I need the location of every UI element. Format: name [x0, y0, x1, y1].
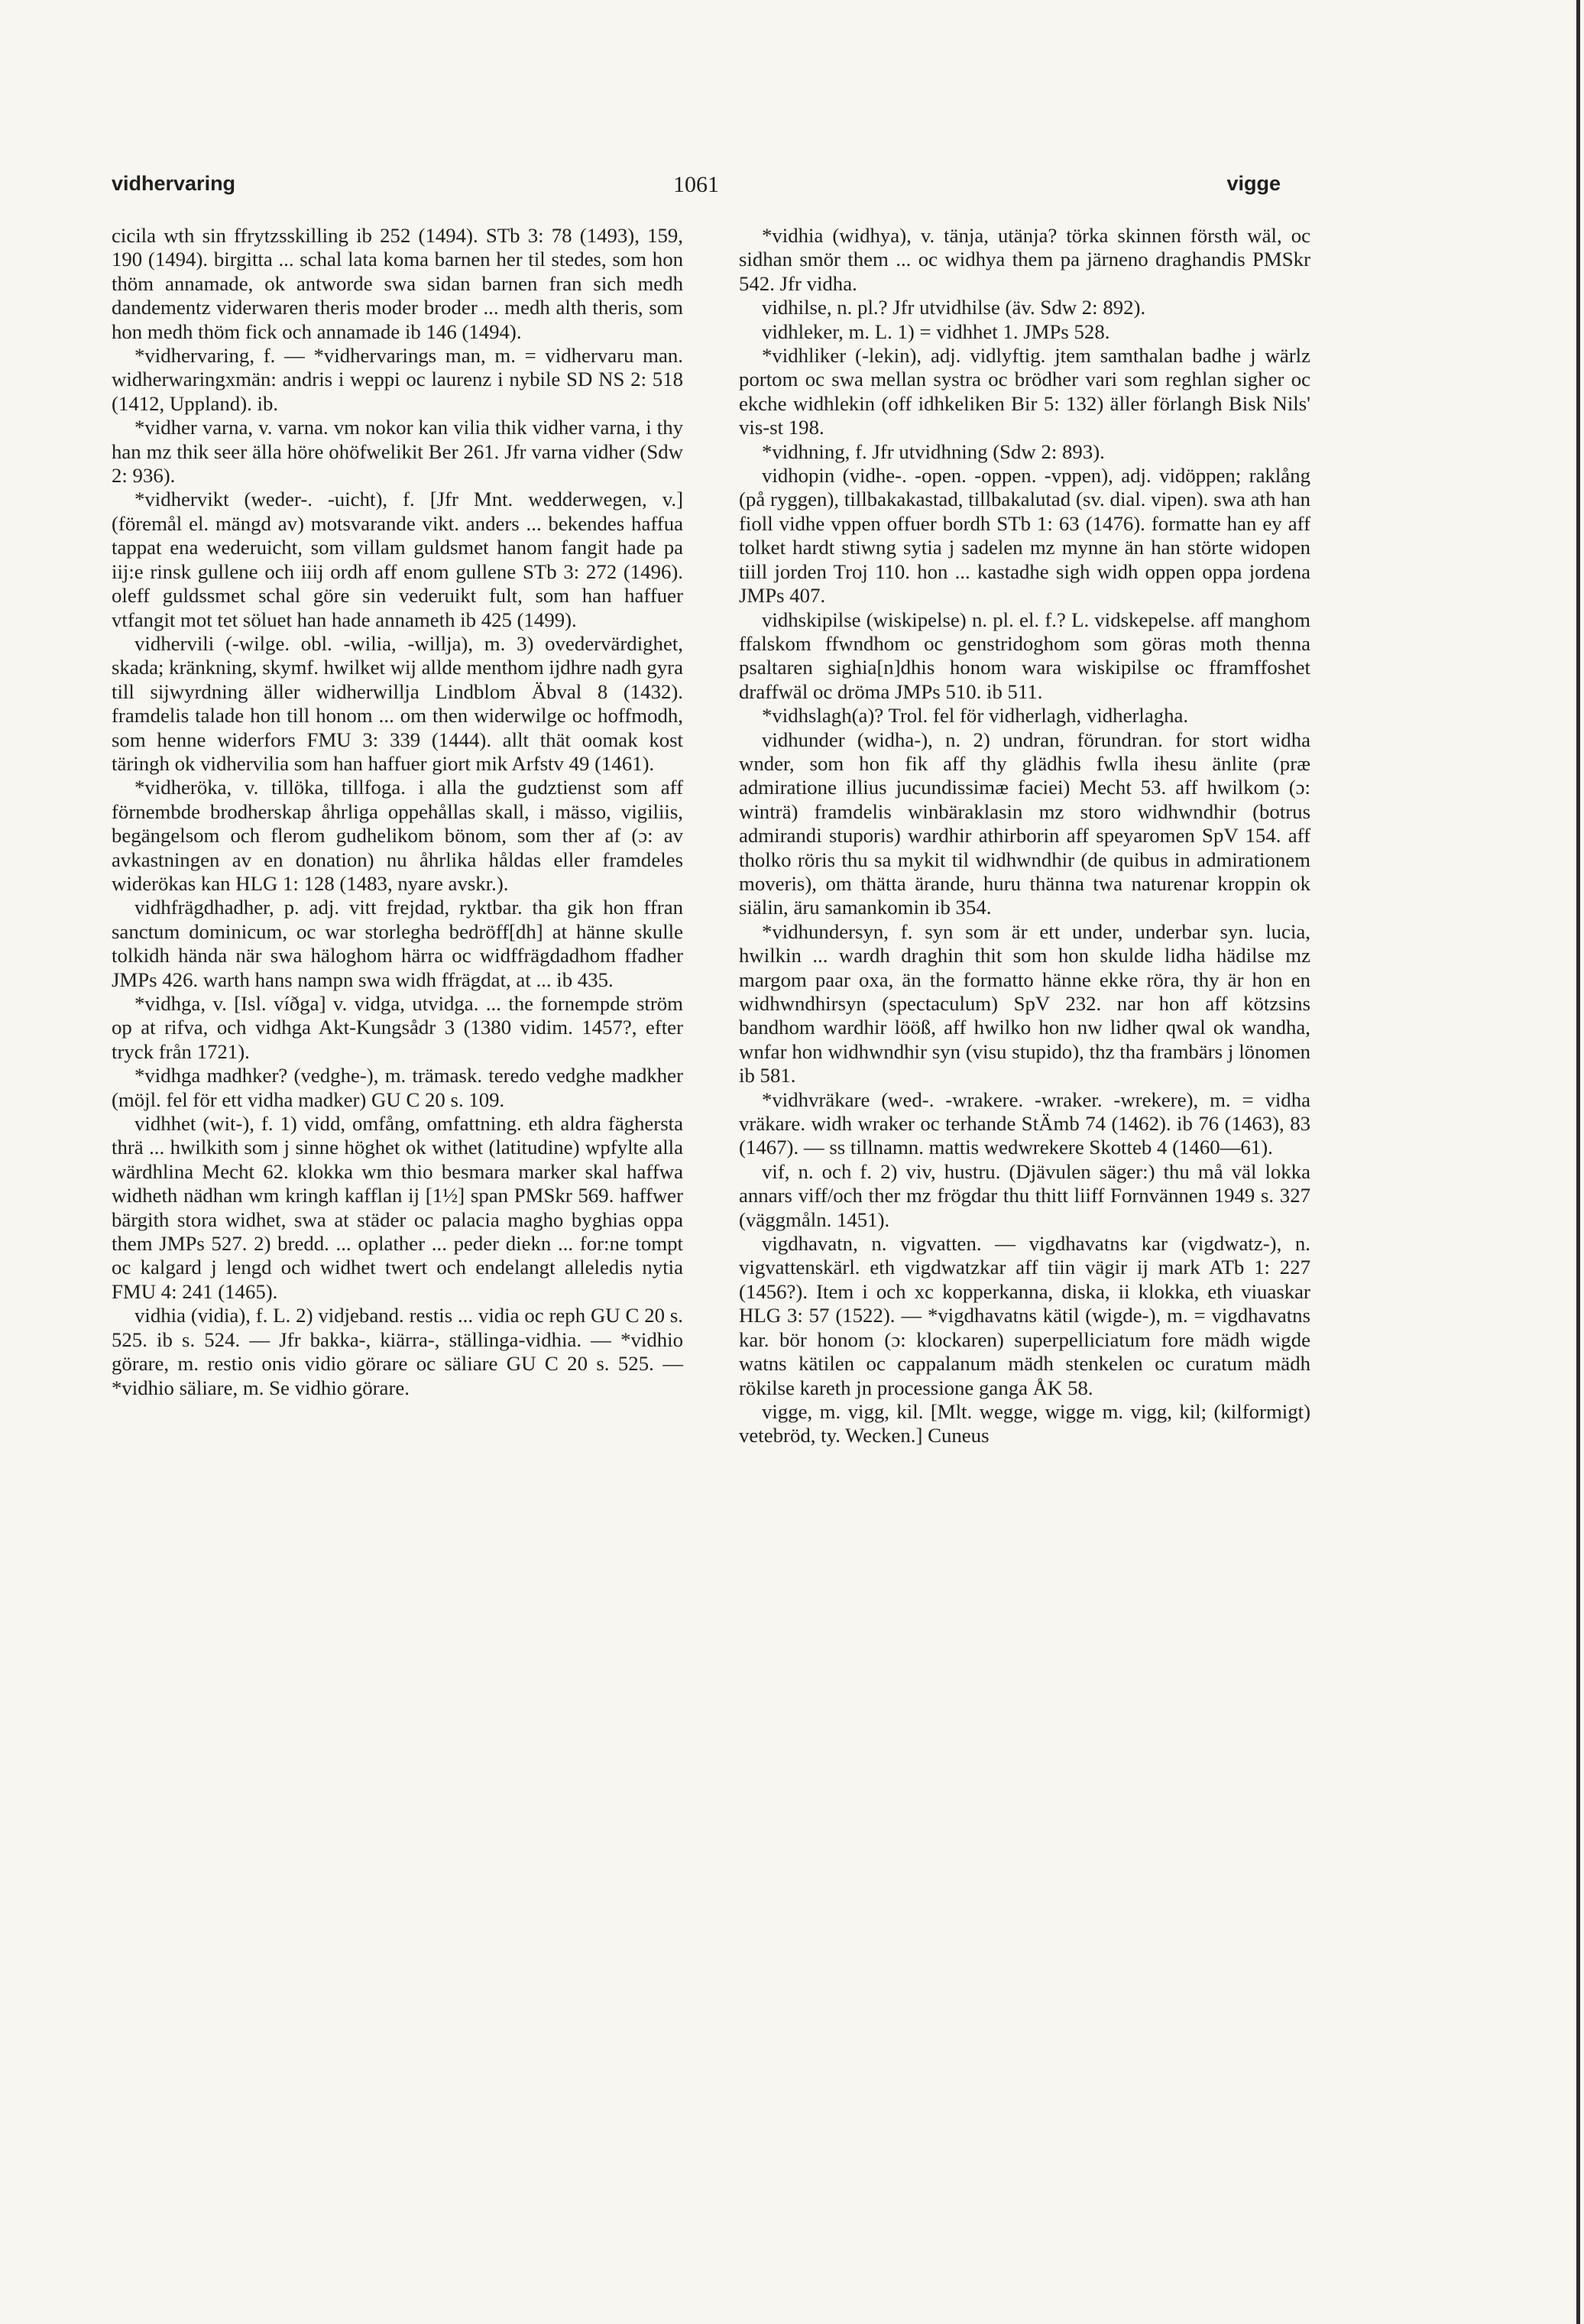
entry-paragraph: vidhunder (widha-), n. 2) undran, förundran. for stort widha wnder, som hon fik aff thy glädhis fwlla ihesu änlite (præ admiratione illius jucundissimæ faciei) Mecht 53. aff hwilkom (ɔ: winträ) framdelis winbäraklasin mz storo widhwndhir (botrus admirandi stuporis) wardhir athirborin aff speyaromen SpV 154. aff tholko röris thu sa mykit til widhwndhir (de quibus in admirationem moveris), om thätta ärande, huru thänna twa naturenar kroppin ok siälin, äru samankomin ib 354. — [739, 728, 1310, 919]
left-column — [112, 224, 683, 1400]
entry-paragraph: vidhfrägdhadher, p. adj. vitt frejdad, ryktbar. tha gik hon ffran sanctum dominicum, oc war storlegha bedröff[dh] at hänne skulle tolkidh hända när swa häloghom härra oc widffrägdadhom ffadher JMPs 426. warth hans nampn swa widh ffrägdat, at ... ib 435. — [112, 896, 683, 991]
entry-paragraph: vidhia (vidia), f. L. 2) vidjeband. restis ... vidia oc reph GU C 20 s. 525. ib s. 524. — Jfr bakka-, kiärra-, ställinga-vidhia. — *vidhio görare, m. restio onis vidio görare oc säliare GU C 20 s. 525. — *vidhio säliare, m. Se vidhio görare. — [112, 1304, 683, 1399]
entry-paragraph: vidhhet (wit-), f. 1) vidd, omfång, omfattning. eth aldra fäghersta thrä ... hwilkith som j sinne höghet ok withet (latitudine) wpfylte alla wärdhlina Mecht 62. klokka wm thio besmara marker skal haffwa widheth nädhan wm kringh kafflan ij [1½] span PMSkr 569. haffwer bärgith stora widhet, swa at städer oc palacia magho byghias oppa them JMPs 527. 2) bredd. ... oplather ... peder diekn ... for:ne tompt oc kalgard j lengd och widhet twert och endelangt alleledis nytia FMU 4: 241 (1465). — [112, 1112, 683, 1303]
entry-paragraph: *vidhga madhker? (vedghe-), m. trämask. teredo vedghe madkher (möjl. fel för ett vidha madker) GU C 20 s. 109. — [112, 1064, 683, 1111]
entry-paragraph: *vidhning, f. Jfr utvidhning (Sdw 2: 893). — [762, 439, 1105, 463]
entry-paragraph: *vidhliker (-lekin), adj. vidlyftig. jtem samthalan badhe j wärlz portom oc swa mellan systra oc brödher vari som reghlan sigher oc ekche widhlekin (off idhkeliken Bir 5: 132) äller förlangh Bisk Nils' vis-st 198. — [739, 344, 1310, 439]
entry-paragraph: *vidhslagh(a)? Trol. fel för vidherlagh, vidherlagha. — [762, 704, 1189, 728]
entry-paragraph: *vidhvräkare (wed-. -wrakere. -wraker. -wrekere), m. = vidha vräkare. widh wraker oc terhande StÄmb 74 (1462). ib 76 (1463), 83 (1467). — ss tillnamn. mattis wedwrekere Skotteb 4 (1460—61). — [739, 1087, 1310, 1159]
entry-paragraph: *vidher varna, v. varna. vm nokor kan vilia thik vidher varna, i thy han mz thik seer älla höre ohöfwelikit Ber 261. Jfr varna vidher (Sdw 2: 936). — [112, 416, 683, 488]
entry-paragraph: *vidhervaring, f. — *vidhervarings man, m. = vidhervaru man. widherwaringxmän: andris i weppi oc laurenz i nybile SD NS 2: 518 (1412, Uppland). ib. — [112, 344, 683, 415]
entry-paragraph: vidhervili (-wilge. obl. -wilia, -willja), m. 3) ovedervärdighet, skada; kränkning, skymf. hwilket wij allde menthom ijdhre nadh gyra till sijwyrdning äller widherwillja Lindblom Äbval 8 (1432). framdelis talade hon till honom ... om then widerwilge oc hoffmodh, som henne widerfors FMU 3: 339 (1444). allt thät oomak kost täringh ok vidhervilia som han haffuer giort mik Arfstv 49 (1461). — [112, 631, 683, 775]
entry-paragraph: vidhleker, m. L. 1) = vidhhet 1. JMPs 528. — [762, 319, 1110, 343]
right-column — [739, 224, 1310, 1448]
entry-paragraph: *vidhervikt (weder-. -uicht), f. [Jfr Mnt. wedderwegen, v.] (föremål el. mängd av) motsvarande vikt. anders ... bekendes haffua tappat ena wederuicht, som villam guldsmet hanom fangit hade pa iij:e rinsk gullene och iiij ordh aff enom gullene STb 3: 272 (1496). oleff guldssmet schal göre sin vederuikt fult, som han haffuer vtfangit mot tet söluet han hade annameth ib 425 (1499). — [112, 488, 683, 631]
entry-paragraph: *vidheröka, v. tillöka, tillfoga. i alla the gudztienst som aff förnembde brodherskap åhrliga oppehållas skall, i mässo, vigiliis, begängelsom och flerom gudhelikom bönom, som ther af (ɔ: av avkastningen av en donation) nu åhrlika håldas eller framdeles widerökas kan HLG 1: 128 (1483, nyare avskr.). — [112, 776, 683, 895]
entry-paragraph: vigdhavatn, n. vigvatten. — vigdhavatns kar (vigdwatz-), n. vigvattenskärl. eth vigdwatzkar aff tiin vägir ij mark ATb 1: 227 (1456?). Item i och xc kopperkanna, diska, ii klokka, eth viuaskar HLG 3: 57 (1522). — *vigdhavatns kätil (wigde-), m. = vigdhavatns kar. bör honom (ɔ: klockaren) superpelliciatum fore mädh wigde watns kätilen oc cappalanum mädh stenkelen oc curatum mädh rökilse kareth jn processione ganga ÅK 58. — [739, 1232, 1310, 1399]
entry-paragraph: *vidhundersyn, f. syn som är ett under, underbar syn. lucia, hwilkin ... wardh draghin thit som hon skulde lidha hädilse mz margom paar oxa, än the formatto hänne ekke röra, thy är hon en widhwndhirsyn (spectaculum) SpV 232. nar hon aff kötzsins bandhom wardhir lööß, aff hwilko hon nw lidher qwal ok wandha, wnfar hon widhwndhir syn (visu stupido), thz tha frambärs j lönomen ib 581. — [739, 919, 1310, 1087]
entry-paragraph: vidhopin (vidhe-. -open. -oppen. -vppen), adj. vidöppen; raklång (på ryggen), tillbakakastad, tillbakalutad (sv. dial. vipen). swa ath han fioll vidhe vppen offuer bordh STb 1: 63 (1476). formatte han ey aff tolket hardt stiwng sytia j sadelen mz mynne än han störte widopen tiill jorden Troj 110. hon ... kastadhe sigh widh oppen oppa jordena JMPs 407. — [739, 464, 1310, 608]
entry-paragraph: *vidhia (widhya), v. tänja, utänja? törka skinnen försth wäl, oc sidhan smör them ... oc widhya them pa järneno draghandis PMSkr 542. Jfr vidha. — [739, 224, 1310, 295]
entry-paragraph: vidhskipilse (wiskipelse) n. pl. el. f.? L. vidskepelse. aff manghom ffalskom ffwndhom oc genstridoghom som göras moth thenna psaltaren sighia[n]dhis honom wara wiskipilse oc fframffoshet draffwäl oc dröma JMPs 510. ib 511. — [739, 608, 1310, 703]
left-guide-word: vidhervaring — [112, 172, 236, 195]
page-number: 1061 — [673, 172, 719, 197]
entry-paragraph: vif, n. och f. 2) viv, hustru. (Djävulen säger:) thu må väl lokka annars viff/och ther mz frögdar thu thitt liiff Fornvännen 1949 s. 327 (väggmåln. 1451). — [739, 1159, 1310, 1231]
right-guide-word: vigge — [1226, 172, 1281, 195]
entry-paragraph: cicila wth sin ffrytzsskilling ib 252 (1494). STb 3: 78 (1493), 159, 190 (1494). birgitta ... schal lata koma barnen her til stedes, som hon thöm annamade, ok antworde swa sidan barnen fran sich medh dandementz viderwaren theris moder broder ... medh alth theris, som hon medh thöm fick och annamade ib 146 (1494). — [112, 224, 683, 343]
entry-paragraph: *vidhga, v. [Isl. víðga] v. vidga, utvidga. ... the fornempde ström op at rifva, och vidhga Akt-Kungsådr 3 (1380 vidim. 1457?, efter tryck från 1721). — [112, 992, 683, 1063]
running-header — [112, 172, 1281, 203]
entry-paragraph: vidhilse, n. pl.? Jfr utvidhilse (äv. Sdw 2: 892). — [762, 296, 1146, 319]
entry-paragraph: vigge, m. vigg, kil. [Mlt. wegge, wigge m. vigg, kil; (kilformigt) vetebröd, ty. Wecken.] Cuneus — [739, 1399, 1310, 1447]
